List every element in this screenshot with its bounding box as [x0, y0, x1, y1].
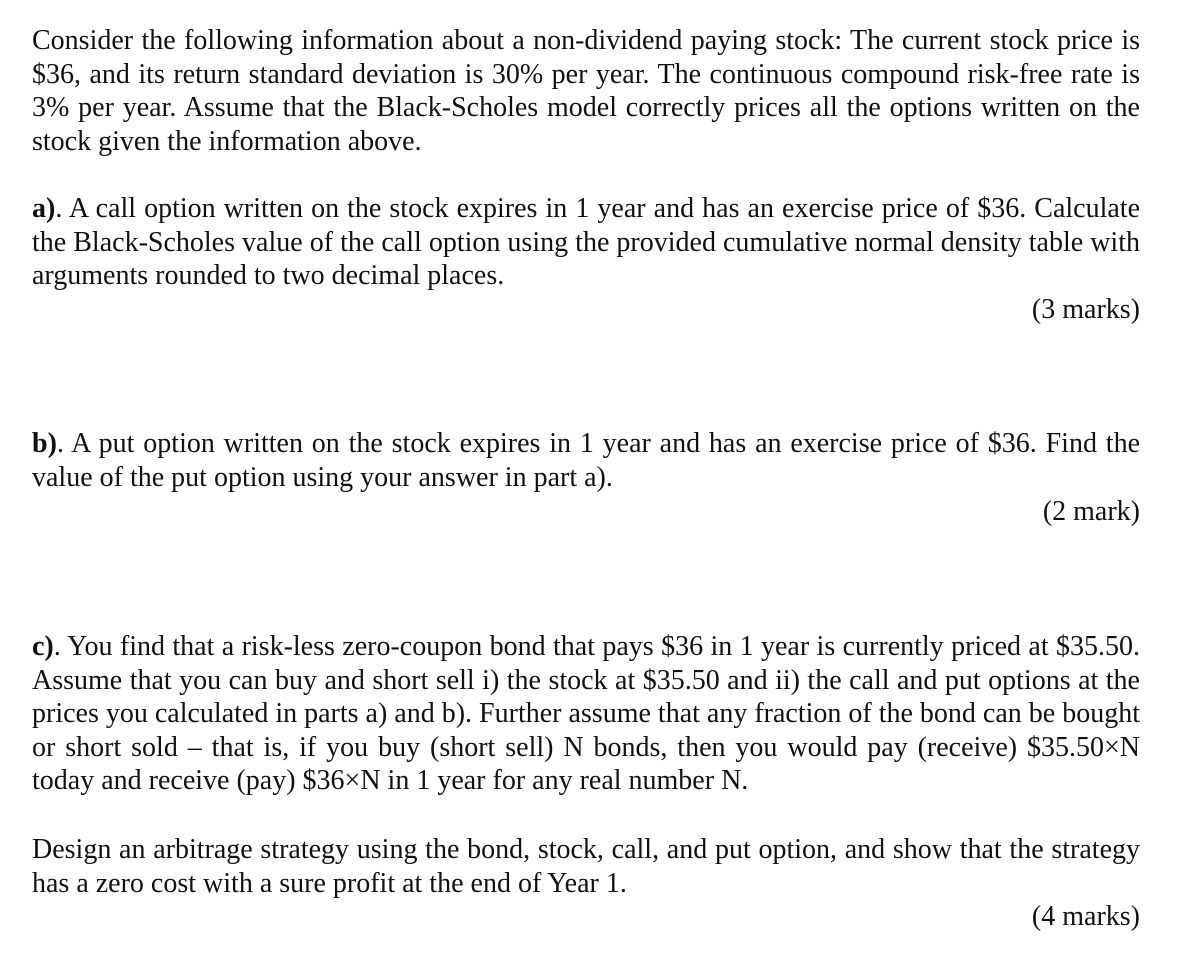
part-a-marks: (3 marks): [1031, 294, 1140, 325]
part-b-label: b): [32, 428, 57, 459]
part-c-text: . You find that a risk-less zero-coupon bond that pays $36 in 1 year is currently priced at $35.50. Assume that you can buy and short sell i) the stock at $35.50 and ii) the call and put options at the prices you calculated in parts a) and b). Further assume that any fraction of the bond can be bought or short sold – that is, if you buy (short sell) N bonds, then you would pay (receive) $35.50×N today and receive (pay) $36×N in 1 year for any real number N.: [32, 631, 1140, 796]
part-b-marks: (2 mark): [1042, 496, 1140, 527]
part-b-paragraph: [32, 427, 1140, 494]
part-a-text: . A call option written on the stock expires in 1 year and has an exercise price of $36. Calculate the Black-Scholes value of the call option using the provided cumulative normal density table with arguments rounded to two decimal places.: [32, 193, 1140, 291]
part-b-text: . A put option written on the stock expires in 1 year and has an exercise price of $36. Find the value of the put option using your answer in part a).: [32, 428, 1140, 493]
part-c-label: c): [32, 631, 54, 662]
intro-paragraph: Consider the following information about a non-dividend paying stock: The current stock price is $36, and its return standard deviation is 30% per year. The continuous compound risk-free rate is 3% per year. Assume that the Black-Scholes model correctly prices all the options written on the stock given the information above.: [32, 25, 1140, 157]
part-c-marks: (4 marks): [1031, 901, 1140, 932]
part-a-label: a): [32, 193, 56, 224]
part-a-paragraph: [32, 192, 1140, 293]
part-c-design-paragraph: Design an arbitrage strategy using the bond, stock, call, and put option, and show that the strategy has a zero cost with a sure profit at the end of Year 1.: [32, 834, 1140, 899]
part-c-paragraph: [32, 630, 1140, 798]
